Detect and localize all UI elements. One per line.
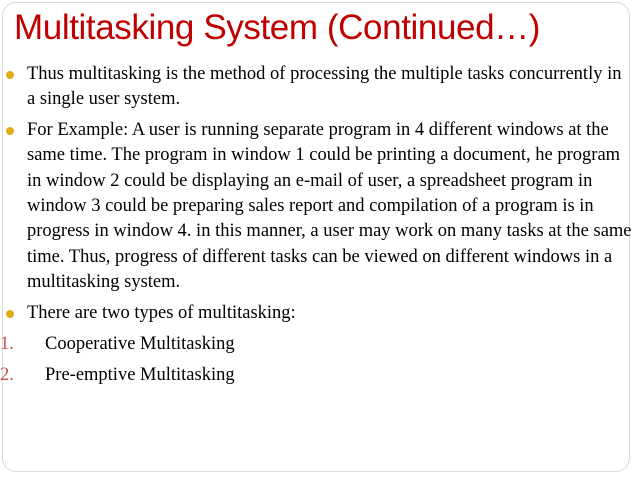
bullet-item-example <box>0 118 632 296</box>
list-number: 1. <box>0 334 14 355</box>
numbered-text: Cooperative Multitasking <box>45 334 235 355</box>
bullet-item-types <box>0 301 632 326</box>
list-number: 2. <box>0 365 14 386</box>
slide-title: Multitasking System (Continued…) <box>14 8 541 47</box>
bullet-text: Thus multitasking is the method of processing the multiple tasks concurrently in a single user system. <box>27 64 622 110</box>
numbered-item-cooperative <box>0 332 636 357</box>
numbered-item-preemptive <box>0 363 636 388</box>
bullet-icon <box>6 127 14 135</box>
bullet-text: For Example: A user is running separate program in 4 different windows at the same time. The program in window 1 could be printing a document, he program in window 2 could be displaying an e-mail of user, a spreadsheet program in window 3 could be preparing sales report and compilation of a program is in progress in window 4. in this manner, a user may work on many tasks at the same time. Thus, progress of different tasks can be viewed on different windows in a multitasking system. <box>27 119 632 293</box>
numbered-text: Pre-emptive Multitasking <box>45 365 235 386</box>
bullet-item-summary <box>0 62 632 113</box>
bullet-icon <box>6 71 14 79</box>
bullet-icon <box>6 310 14 318</box>
slide-content <box>0 62 636 388</box>
bullet-text: There are two types of multitasking: <box>27 302 296 323</box>
